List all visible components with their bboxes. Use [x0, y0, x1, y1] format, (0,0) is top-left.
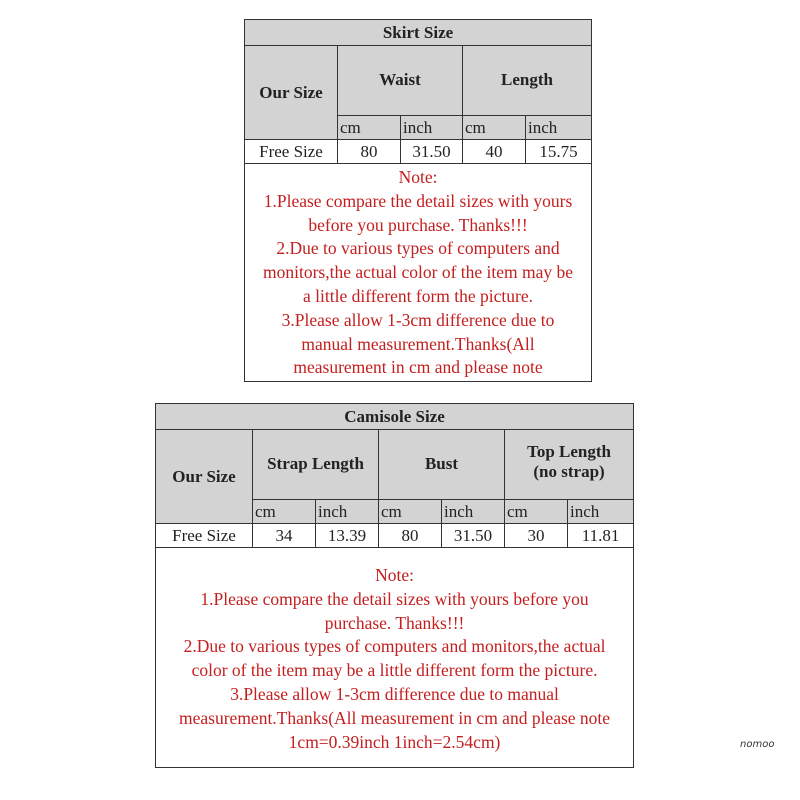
note-line: 2.Due to various types of computers and monitors,the actual [183, 636, 606, 657]
skirt-value-cell: 15.75 [526, 140, 592, 164]
note-line: 1.Please compare the detail sizes with yours before you [200, 588, 589, 609]
camisole-value-cell: 11.81 [568, 524, 634, 548]
camisole-unit-cell: inch [568, 500, 634, 524]
note-line: a little different form the picture. [303, 285, 534, 306]
note-line: monitors,the actual color of the item may be [262, 262, 574, 283]
camisole-our-size-header: Our Size [156, 430, 253, 524]
note-line: 2.Due to various types of computers and [276, 238, 560, 259]
camisole-value-cell: 34 [253, 524, 316, 548]
note-line: measurement.Thanks(All measurement in cm and please note [179, 707, 611, 728]
camisole-unit-cell: inch [442, 500, 505, 524]
camisole-value-cell: 80 [379, 524, 442, 548]
top-length-label: Top Length [527, 442, 611, 461]
note-line: before you purchase. Thanks!!! [308, 214, 528, 235]
camisole-value-cell: 13.39 [316, 524, 379, 548]
camisole-size-cell: Free Size [156, 524, 253, 548]
camisole-bust-header: Bust [379, 430, 505, 500]
camisole-size-table [155, 403, 634, 768]
note-line: color of the item may be a little different form the picture. [191, 660, 598, 681]
camisole-unit-cell: inch [316, 500, 379, 524]
skirt-unit-cell: cm [338, 116, 401, 140]
camisole-unit-cell: cm [505, 500, 568, 524]
skirt-unit-cell: cm [463, 116, 526, 140]
camisole-value-cell: 31.50 [442, 524, 505, 548]
note-line: purchase. Thanks!!! [324, 612, 465, 633]
note-line: 3.Please allow 1-3cm difference due to [281, 309, 555, 330]
watermark: nomoo [740, 739, 775, 750]
top-length-sublabel: (no strap) [533, 461, 605, 481]
skirt-table-title: Skirt Size [245, 20, 592, 46]
skirt-waist-header: Waist [338, 46, 463, 116]
skirt-our-size-header: Our Size [245, 46, 338, 140]
note-line: manual measurement.Thanks(All [301, 333, 535, 354]
camisole-top-length-header [505, 430, 634, 500]
camisole-unit-cell: cm [379, 500, 442, 524]
skirt-unit-cell: inch [526, 116, 592, 140]
camisole-table-title: Camisole Size [156, 404, 634, 430]
skirt-note [245, 164, 592, 382]
skirt-value-cell: 40 [463, 140, 526, 164]
skirt-unit-cell: inch [401, 116, 463, 140]
note-line: Note: [375, 565, 414, 585]
skirt-size-cell: Free Size [245, 140, 338, 164]
camisole-value-cell: 30 [505, 524, 568, 548]
note-line: 3.Please allow 1-3cm difference due to manual [230, 683, 559, 704]
camisole-unit-cell: cm [253, 500, 316, 524]
skirt-value-cell: 31.50 [401, 140, 463, 164]
note-line: 1cm=0.39inch 1inch=2.54cm) [288, 731, 501, 752]
camisole-strap-header: Strap Length [253, 430, 379, 500]
camisole-note [156, 548, 634, 768]
note-line: measurement in cm and please note [293, 357, 543, 378]
note-line: 1.Please compare the detail sizes with yours [263, 190, 573, 211]
skirt-value-cell: 80 [338, 140, 401, 164]
skirt-size-table [244, 19, 592, 382]
note-line: Note: [398, 167, 438, 187]
skirt-length-header: Length [463, 46, 592, 116]
